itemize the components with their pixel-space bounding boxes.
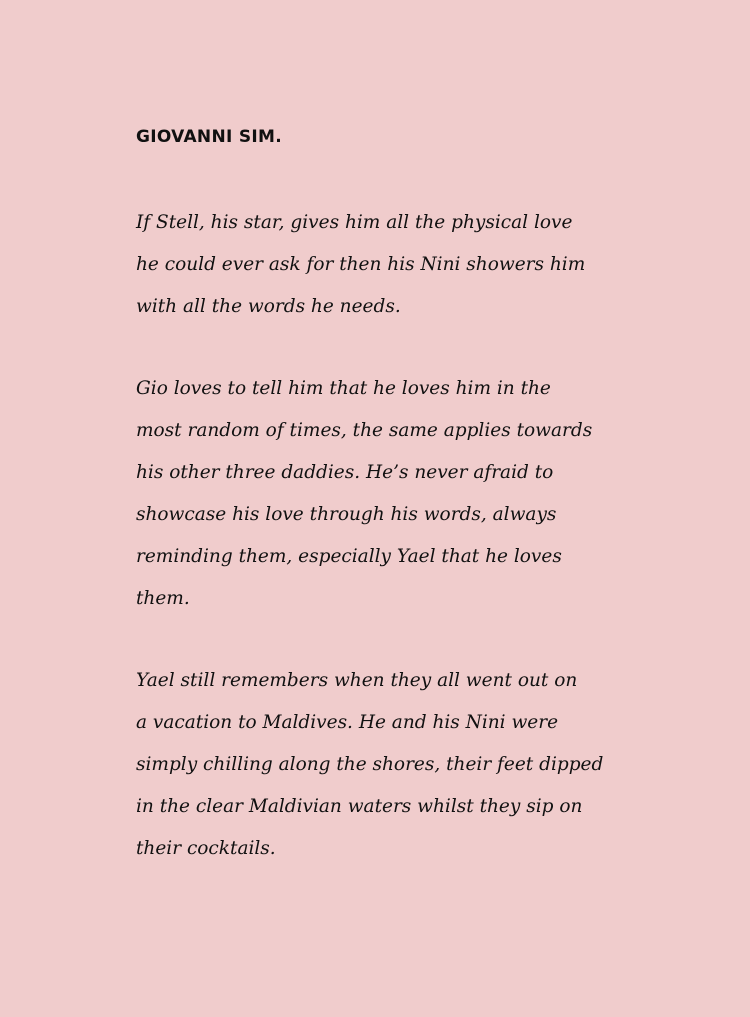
text-line: showcase his love through his words, always xyxy=(136,504,557,525)
text-line: Gio loves to tell him that he loves him in the xyxy=(136,378,551,399)
text-line: their cocktails. xyxy=(136,838,276,859)
text-line: a vacation to Maldives. He and his Nini were xyxy=(136,712,559,733)
text-line: simply chilling along the shores, their feet dipped xyxy=(136,754,604,775)
paragraph-2 xyxy=(136,368,636,620)
text-line: If Stell, his star, gives him all the physical love xyxy=(136,212,573,233)
text-line: his other three daddies. He’s never afraid to xyxy=(136,462,554,483)
paragraph-1 xyxy=(136,202,636,328)
text-line: reminding them, especially Yael that he loves xyxy=(136,546,562,567)
document-body xyxy=(136,122,636,870)
text-line: Yael still remembers when they all went out on xyxy=(136,670,578,691)
paragraph-3 xyxy=(136,660,636,870)
document-title: GIOVANNI SIM. xyxy=(136,127,282,147)
text-line: them. xyxy=(136,588,190,609)
text-line: he could ever ask for then his Nini showers him xyxy=(136,254,586,275)
text-line: most random of times, the same applies towards xyxy=(136,420,593,441)
text-line: in the clear Maldivian waters whilst they sip on xyxy=(136,796,583,817)
text-line: with all the words he needs. xyxy=(136,296,401,317)
